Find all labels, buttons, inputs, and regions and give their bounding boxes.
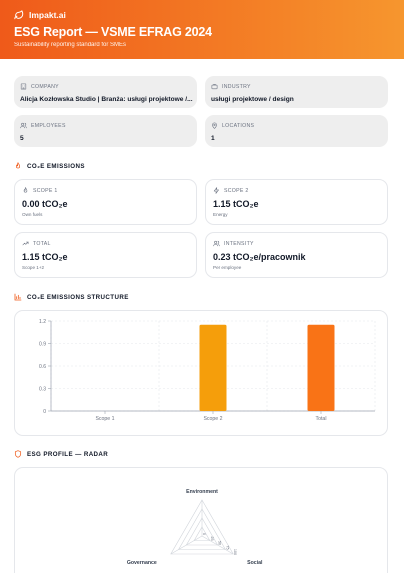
intensity-note: Per employee: [213, 265, 242, 270]
radar-tick-label: 0: [202, 532, 206, 536]
industry-label: INDUSTRY: [222, 83, 251, 90]
flame-icon: [22, 187, 29, 194]
radar-axis-label: Social: [247, 560, 263, 566]
radar-section-title: [14, 450, 108, 458]
industry-card: [205, 76, 388, 108]
emissions-bar-chart: [15, 311, 389, 437]
emissions-title-text: CO₂E EMISSIONS: [27, 162, 85, 170]
trending-up-icon: [22, 240, 29, 247]
scope2-note: Energy: [213, 212, 228, 217]
bar-scope-2: [200, 325, 227, 411]
leaf-icon: [14, 10, 24, 20]
employees-value: 5: [20, 135, 24, 142]
radar-tick-label: 50: [217, 540, 222, 546]
briefcase-icon: [211, 83, 218, 90]
locations-label-row: [211, 122, 254, 129]
company-card: [14, 76, 197, 108]
intensity-value: 0.23 tCO₂e/pracownik: [213, 252, 306, 262]
company-label: COMPANY: [31, 83, 59, 90]
scope2-label-row: [213, 187, 249, 194]
brand-name: Impakt.ai: [29, 10, 66, 20]
zap-icon: [213, 187, 220, 194]
emissions-chart-card: [14, 310, 388, 436]
radar-chart-card: [14, 467, 388, 573]
structure-section-title: [14, 293, 129, 301]
total-note: Scope 1+2: [22, 265, 45, 270]
scope1-label-row: [22, 187, 58, 194]
industry-value: usługi projektowe / design: [211, 96, 294, 103]
scope1-card: [14, 179, 197, 225]
intensity-label: INTENSITY: [224, 240, 254, 247]
bar-total: [308, 325, 335, 411]
scope1-value: 0.00 tCO₂e: [22, 199, 68, 209]
report-subtitle: Sustainability reporting standard for SMEs: [14, 42, 127, 48]
total-value: 1.15 tCO₂e: [22, 252, 68, 262]
scope2-label: SCOPE 2: [224, 187, 249, 194]
locations-label: LOCATIONS: [222, 122, 255, 129]
scope2-card: [205, 179, 388, 225]
emissions-section-title: [14, 162, 85, 170]
x-tick-label: Total: [315, 416, 327, 422]
y-tick-label: 0.3: [39, 386, 46, 393]
brand: [14, 9, 390, 21]
radar-title-text: ESG PROFILE — RADAR: [27, 450, 109, 458]
x-tick-label: Scope 1: [95, 416, 115, 422]
employees-label-row: [20, 122, 66, 129]
structure-title-text: CO₂E EMISSIONS STRUCTURE: [27, 293, 129, 301]
report-title: ESG Report — VSME EFRAG 2024: [14, 25, 212, 39]
y-tick-label: 0.6: [39, 363, 46, 370]
radar-axis-label: Environment: [186, 489, 218, 495]
intensity-card: [205, 232, 388, 278]
x-tick-label: Scope 2: [203, 416, 223, 422]
users-icon: [20, 122, 27, 129]
industry-label-row: [211, 83, 251, 90]
company-value: Alicja Kozłowska Studio | Branża: usługi projektowe /...: [20, 96, 193, 103]
esg-radar-chart: [15, 468, 389, 573]
radar-tick-label: 25: [209, 536, 214, 541]
scope1-label: SCOPE 1: [33, 187, 58, 194]
flame-icon: [14, 162, 22, 170]
y-tick-label: 1.2: [39, 318, 46, 325]
total-label-row: [22, 240, 51, 247]
employees-card: [14, 115, 197, 147]
radar-axis-label: Governance: [126, 560, 157, 566]
bar-chart-icon: [14, 293, 22, 301]
users-icon: [213, 240, 220, 247]
radar-tick-label: 75: [225, 545, 230, 550]
report-header: [0, 0, 404, 59]
total-label: TOTAL: [33, 240, 51, 247]
locations-value: 1: [211, 135, 215, 142]
employees-label: EMPLOYEES: [31, 122, 66, 129]
intensity-label-row: [213, 240, 254, 247]
y-tick-label: 0: [43, 408, 46, 415]
scope2-value: 1.15 tCO₂e: [213, 199, 259, 209]
locations-card: [205, 115, 388, 147]
scope1-note: Own fuels: [22, 212, 43, 217]
company-label-row: [20, 83, 59, 90]
map-pin-icon: [211, 122, 218, 129]
y-tick-label: 0.9: [39, 341, 46, 348]
radar-tick-label: 100: [233, 548, 238, 556]
building-icon: [20, 83, 27, 90]
total-card: [14, 232, 197, 278]
shield-icon: [14, 450, 22, 458]
